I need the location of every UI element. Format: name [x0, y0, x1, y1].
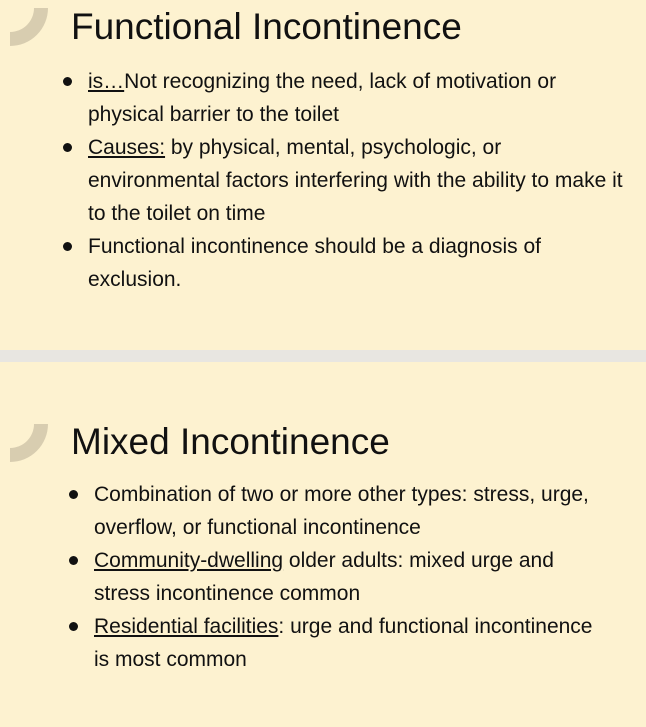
slide-title: Functional Incontinence: [71, 6, 462, 47]
list-item: [88, 131, 628, 230]
bullet-text: by physical, mental, psychologic, or environmental factors interfering with the ability to make it to the toilet on time: [88, 136, 623, 225]
bullet-text: Functional incontinence should be a diagnosis of exclusion.: [88, 235, 541, 291]
slide-title: Mixed Incontinence: [71, 421, 390, 462]
list-item: [94, 544, 604, 610]
slide-mixed-incontinence: [0, 362, 646, 727]
bullet-text: : urge and functional incontinence is most common: [94, 615, 593, 671]
bullet-list: [88, 65, 628, 296]
bullet-lead: is…: [88, 70, 125, 93]
bullet-list: [94, 478, 604, 676]
list-item: [88, 230, 628, 296]
bullet-text: older adults: mixed urge and stress incontinence common: [94, 549, 554, 605]
corner-arc-decoration: [10, 424, 50, 462]
list-item: [88, 65, 628, 131]
list-item: [94, 478, 604, 544]
bullet-text: Not recognizing the need, lack of motivation or physical barrier to the toilet: [88, 70, 557, 126]
slide-functional-incontinence: [0, 0, 646, 350]
corner-arc-decoration: [10, 8, 50, 46]
bullet-lead: Causes:: [88, 136, 166, 159]
bullet-text: Combination of two or more other types: stress, urge, overflow, or functional incontinence: [94, 483, 589, 539]
bullet-lead: Community-dwelling: [94, 549, 284, 572]
list-item: [94, 610, 604, 676]
bullet-lead: Residential facilities: [94, 615, 279, 638]
